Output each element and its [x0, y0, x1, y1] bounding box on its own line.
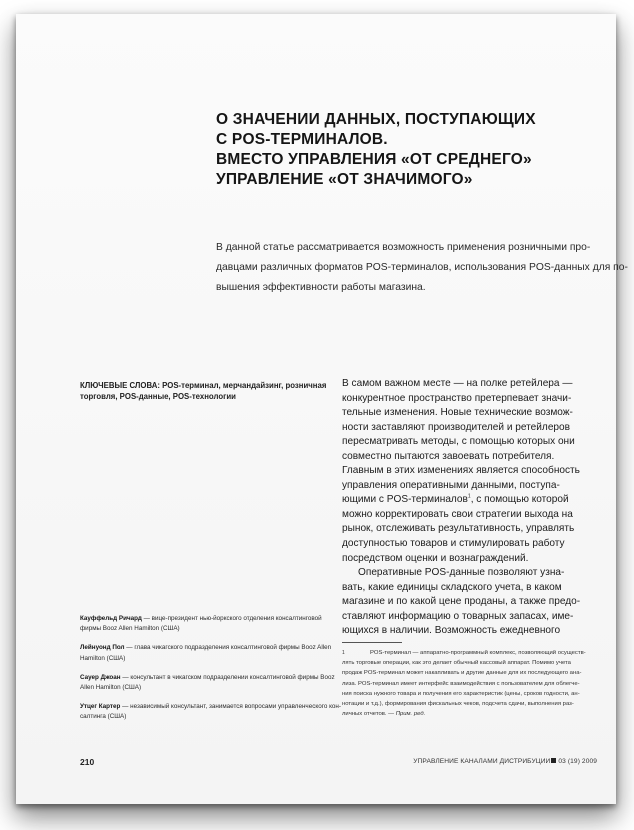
author-name: Лейнуонд Пол — [80, 644, 125, 652]
article-body — [342, 377, 596, 639]
footnote-number: 1 — [342, 650, 345, 656]
body-line: рынок, отслеживать результативность, управлять — [342, 523, 575, 535]
journal-page — [16, 14, 628, 804]
footnote-divider — [342, 642, 402, 643]
footnote-line: продаж POS-терминал может накапливать и другие данные для их последующего ана- — [342, 670, 582, 677]
title-line: УПРАВЛЕНИЕ «ОТ ЗНАЧИМОГО» — [216, 171, 473, 188]
footnote-line: лиза. POS-терминал имеет интерфейс взаимодействия с пользователем для облегче- — [342, 680, 580, 687]
keywords — [80, 380, 332, 402]
author-bio: Hamilton (США) — [80, 654, 126, 662]
body-line: ставляют информацию о товарных запасах, име- — [342, 610, 574, 622]
footnote-line: POS-терминал — аппаратно-программный комплекс, позволяющий осуществ- — [370, 650, 586, 656]
footnote — [342, 648, 598, 719]
body-line: управления оперативными данными, поступа- — [342, 479, 560, 491]
author-bio: — независимый консультант, занимается вопросами управленческого кон- — [120, 703, 342, 711]
footnote-line: личных отчетов. — — [342, 711, 396, 718]
body-line: тельные изменения. Новые технические возмож- — [342, 407, 573, 419]
article-abstract — [216, 238, 628, 298]
body-line: Главным в этих изменениях является способность — [342, 465, 580, 477]
author-entry — [80, 643, 336, 663]
title-line: С POS-ТЕРМИНАЛОВ. — [216, 131, 388, 148]
body-line: совместно пытаются завоевать потребителя. — [342, 450, 555, 462]
journal-issue: 03 (19) 2009 — [558, 758, 597, 765]
keywords-line: торговля, POS-данные, POS-технологии — [80, 392, 236, 401]
author-bio: — консультант в чикагском подразделении консалтинговой фирмы Booz — [120, 673, 335, 681]
author-bio: фирмы Booz Allen Hamilton (США) — [80, 625, 180, 633]
author-list — [80, 614, 342, 732]
article-title — [216, 110, 576, 190]
author-entry — [80, 702, 342, 722]
footnote-line: лять торговые операции, как это делает обычный кассовый аппарат. Помимо учета — [342, 660, 571, 667]
page-number: 210 — [80, 757, 95, 767]
author-name: Утцег Картер — [80, 703, 121, 711]
author-bio: Allen Hamilton (США) — [80, 684, 142, 692]
footnote-reference[interactable]: 1 — [467, 494, 471, 501]
journal-running-footer — [407, 758, 597, 765]
body-line: доступностью товаров и стимулировать работу — [342, 538, 565, 550]
body-line: пересматривать методы, с помощью которых они — [342, 436, 575, 448]
body-line: магазине и по какой цене проданы, а также предо- — [342, 596, 581, 608]
abstract-line: В данной статье рассматривается возможность применения розничными про- — [216, 242, 591, 253]
author-bio: — вице-президент нью-йоркского отделения консалтинговой — [141, 615, 322, 622]
body-line — [342, 493, 596, 508]
square-bullet-icon — [551, 758, 556, 763]
body-line: ющихся в наличии. Возможность ежедневного — [342, 625, 561, 637]
author-entry — [80, 673, 336, 693]
body-line-part: ющими с POS-терминалов — [342, 494, 468, 506]
author-entry — [80, 614, 336, 634]
body-line: ности заставляют производителей и ретейлеров — [342, 421, 571, 433]
body-line: В самом важном месте — на полке ретейлера — — [342, 378, 573, 389]
journal-name: УПРАВЛЕНИЕ КАНАЛАМИ ДИСТРИБУЦИИ — [413, 758, 551, 765]
body-line: вать, какие единицы складского учета, в каком — [342, 581, 562, 593]
author-bio: салтинга (США) — [80, 713, 127, 721]
author-name: Кауффельд Ричард — [80, 615, 142, 622]
body-line: посредством оценки и вознаграждений. — [342, 552, 529, 564]
body-line: конкурентное пространство претерпевает значи- — [342, 392, 572, 404]
body-line: Оперативные POS-данные позволяют узна- — [358, 567, 565, 579]
title-line: ВМЕСТО УПРАВЛЕНИЯ «ОТ СРЕДНЕГО» — [216, 151, 532, 168]
footnote-line: нотации и т.д.), формирования фискальных чеков, подсчета сдачи, выполнения раз- — [342, 701, 574, 708]
abstract-line: давцами различных форматов POS-терминалов, использования POS-данных для по- — [216, 262, 628, 273]
keywords-line: КЛЮЧЕВЫЕ СЛОВА: POS-терминал, мерчандайзинг, розничная — [80, 381, 327, 390]
title-line: О ЗНАЧЕНИИ ДАННЫХ, ПОСТУПАЮЩИХ — [216, 111, 536, 128]
body-line-part: , с помощью которой — [470, 494, 569, 506]
author-bio: — глава чикагского подразделения консалтинговой фирмы Booz Allen — [124, 644, 332, 652]
body-line: можно корректировать свои стратегии выхода на — [342, 508, 573, 520]
footnote-line: ния поиска нужного товара и получения его характеристик (цены, сроков годности, ан- — [342, 690, 580, 697]
editor-note: Прим. ред. — [395, 711, 426, 718]
abstract-line: вышения эффективности работы магазина. — [216, 282, 426, 293]
author-name: Сауер Джоан — [80, 673, 121, 681]
